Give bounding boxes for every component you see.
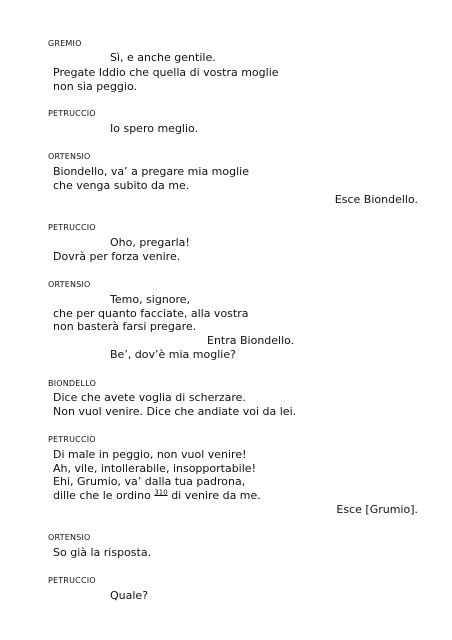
speaker-label: GREMIO: [48, 39, 82, 48]
dialogue-line: Be’, dov’è mia moglie?: [110, 348, 236, 361]
speaker-label: ORTENSIO: [48, 152, 91, 161]
dialogue-line: che venga subito da me.: [53, 179, 190, 192]
dialogue-line: Biondello, va’ a pregare mia moglie: [53, 165, 249, 178]
speaker-label: BIONDELLO: [48, 379, 97, 388]
speaker-label: ORTENSIO: [48, 533, 91, 542]
dialogue-line: Pregate Iddio che quella di vostra moglie: [53, 66, 279, 79]
dialogue-line: Non vuol venire. Dice che andiate voi da lei.: [53, 405, 297, 418]
dialogue-line: non basterà farsi pregare.: [53, 320, 197, 333]
dialogue-line: Io spero meglio.: [110, 122, 199, 135]
dialogue-line: Dice che avete voglia di scherzare.: [53, 391, 246, 404]
speaker-label: PETRUCCIO: [48, 109, 96, 118]
stage-direction: Entra Biondello.: [207, 334, 295, 347]
dialogue-line: So già la risposta.: [53, 546, 152, 559]
footnote-ref-link[interactable]: 310: [154, 488, 168, 497]
dialogue-text: di venire da me.: [171, 489, 261, 502]
dialogue-line: Oho, pregarla!: [110, 236, 190, 249]
dialogue-line: Dovrà per forza venire.: [53, 250, 181, 263]
dialogue-line: Ehi, Grumio, va’ dalla tua padrona,: [53, 475, 246, 488]
dialogue-line: non sia peggio.: [53, 80, 137, 93]
dialogue-line: Quale?: [110, 589, 149, 602]
dialogue-text: dille che le ordino: [53, 489, 151, 502]
dialogue-line: che per quanto facciate, alla vostra: [53, 307, 249, 320]
dialogue-line: Temo, signore,: [110, 293, 191, 306]
dialogue-line: Sì, e anche gentile.: [110, 51, 216, 64]
speaker-label: PETRUCCIO: [48, 223, 96, 232]
speaker-label: ORTENSIO: [48, 280, 91, 289]
dialogue-line: [53, 489, 261, 502]
speaker-label: PETRUCCIO: [48, 576, 96, 585]
stage-direction: Esce Biondello.: [334, 193, 418, 206]
dialogue-line: Ah, vile, intollerabile, insopportabile!: [53, 462, 256, 475]
speaker-label: PETRUCCIO: [48, 435, 96, 444]
dialogue-line: Di male in peggio, non vuol venire!: [53, 448, 247, 461]
stage-direction: Esce [Grumio].: [336, 503, 418, 516]
